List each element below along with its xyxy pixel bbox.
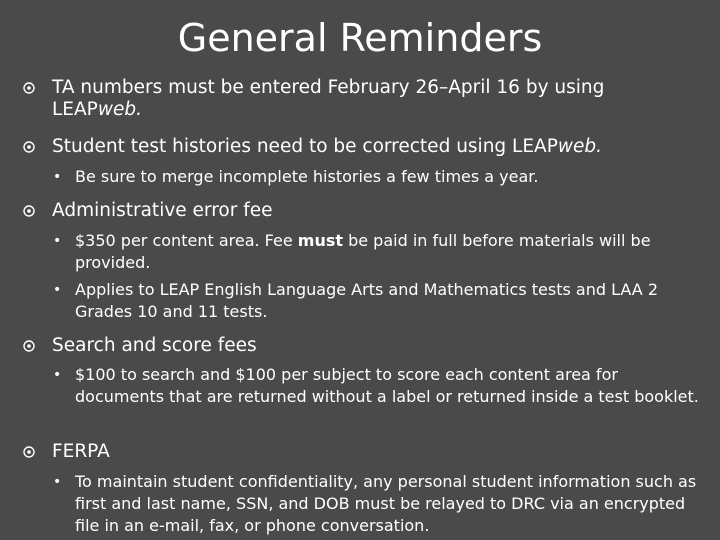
bullet-text-emphasis: web. — [557, 136, 602, 157]
sub-bullet-dot: • — [53, 282, 62, 298]
circle-dot-icon — [22, 204, 36, 218]
circle-dot-icon — [22, 140, 36, 154]
bullet-text-main: TA numbers must be entered February 26–April 16 by using LEAP — [52, 77, 605, 120]
bullet-text — [52, 77, 698, 121]
sub-bullet-text-bold: must — [297, 231, 343, 250]
sub-bullet-dot: • — [53, 233, 62, 249]
sub-bullet-dot: • — [53, 169, 62, 185]
sub-bullet-dot: • — [53, 474, 62, 490]
sub-bullet-text-pre: $350 per content area. Fee — [75, 231, 298, 250]
sub-bullet-text: Applies to LEAP English Language Arts and Mathematics tests and LAA 2 Grades 10 and 11 tests. — [75, 280, 658, 321]
bullet-text-emphasis: web. — [97, 99, 142, 120]
bullet-text: Search and score fees — [52, 335, 257, 356]
sub-bullet-text-post: be paid in full before materials will be provided. — [75, 231, 651, 272]
bullet-text: Administrative error fee — [52, 200, 273, 221]
sub-bullet-text: $100 to search and $100 per subject to score each content area for documents that are returned without a label or returned inside a test booklet. — [75, 365, 699, 406]
sub-bullet-dot: • — [53, 367, 62, 383]
sub-bullet-text — [75, 230, 708, 274]
circle-dot-icon — [22, 445, 36, 459]
bullet-text — [52, 136, 698, 158]
circle-dot-icon — [22, 339, 36, 353]
sub-bullet-text: Be sure to merge incomplete histories a few times a year. — [75, 167, 539, 186]
sub-bullet-text: To maintain student confidentiality, any personal student information such as first and last name, SSN, and DOB must be relayed to DRC via an encrypted file in an e-mail, fax, or phone conversation. — [75, 472, 697, 535]
bullet-text: FERPA — [52, 441, 110, 462]
slide-title: General Reminders — [177, 16, 543, 60]
bullet-text-main: Student test histories need to be corrected using LEAP — [52, 136, 558, 157]
circle-dot-icon — [22, 81, 36, 95]
